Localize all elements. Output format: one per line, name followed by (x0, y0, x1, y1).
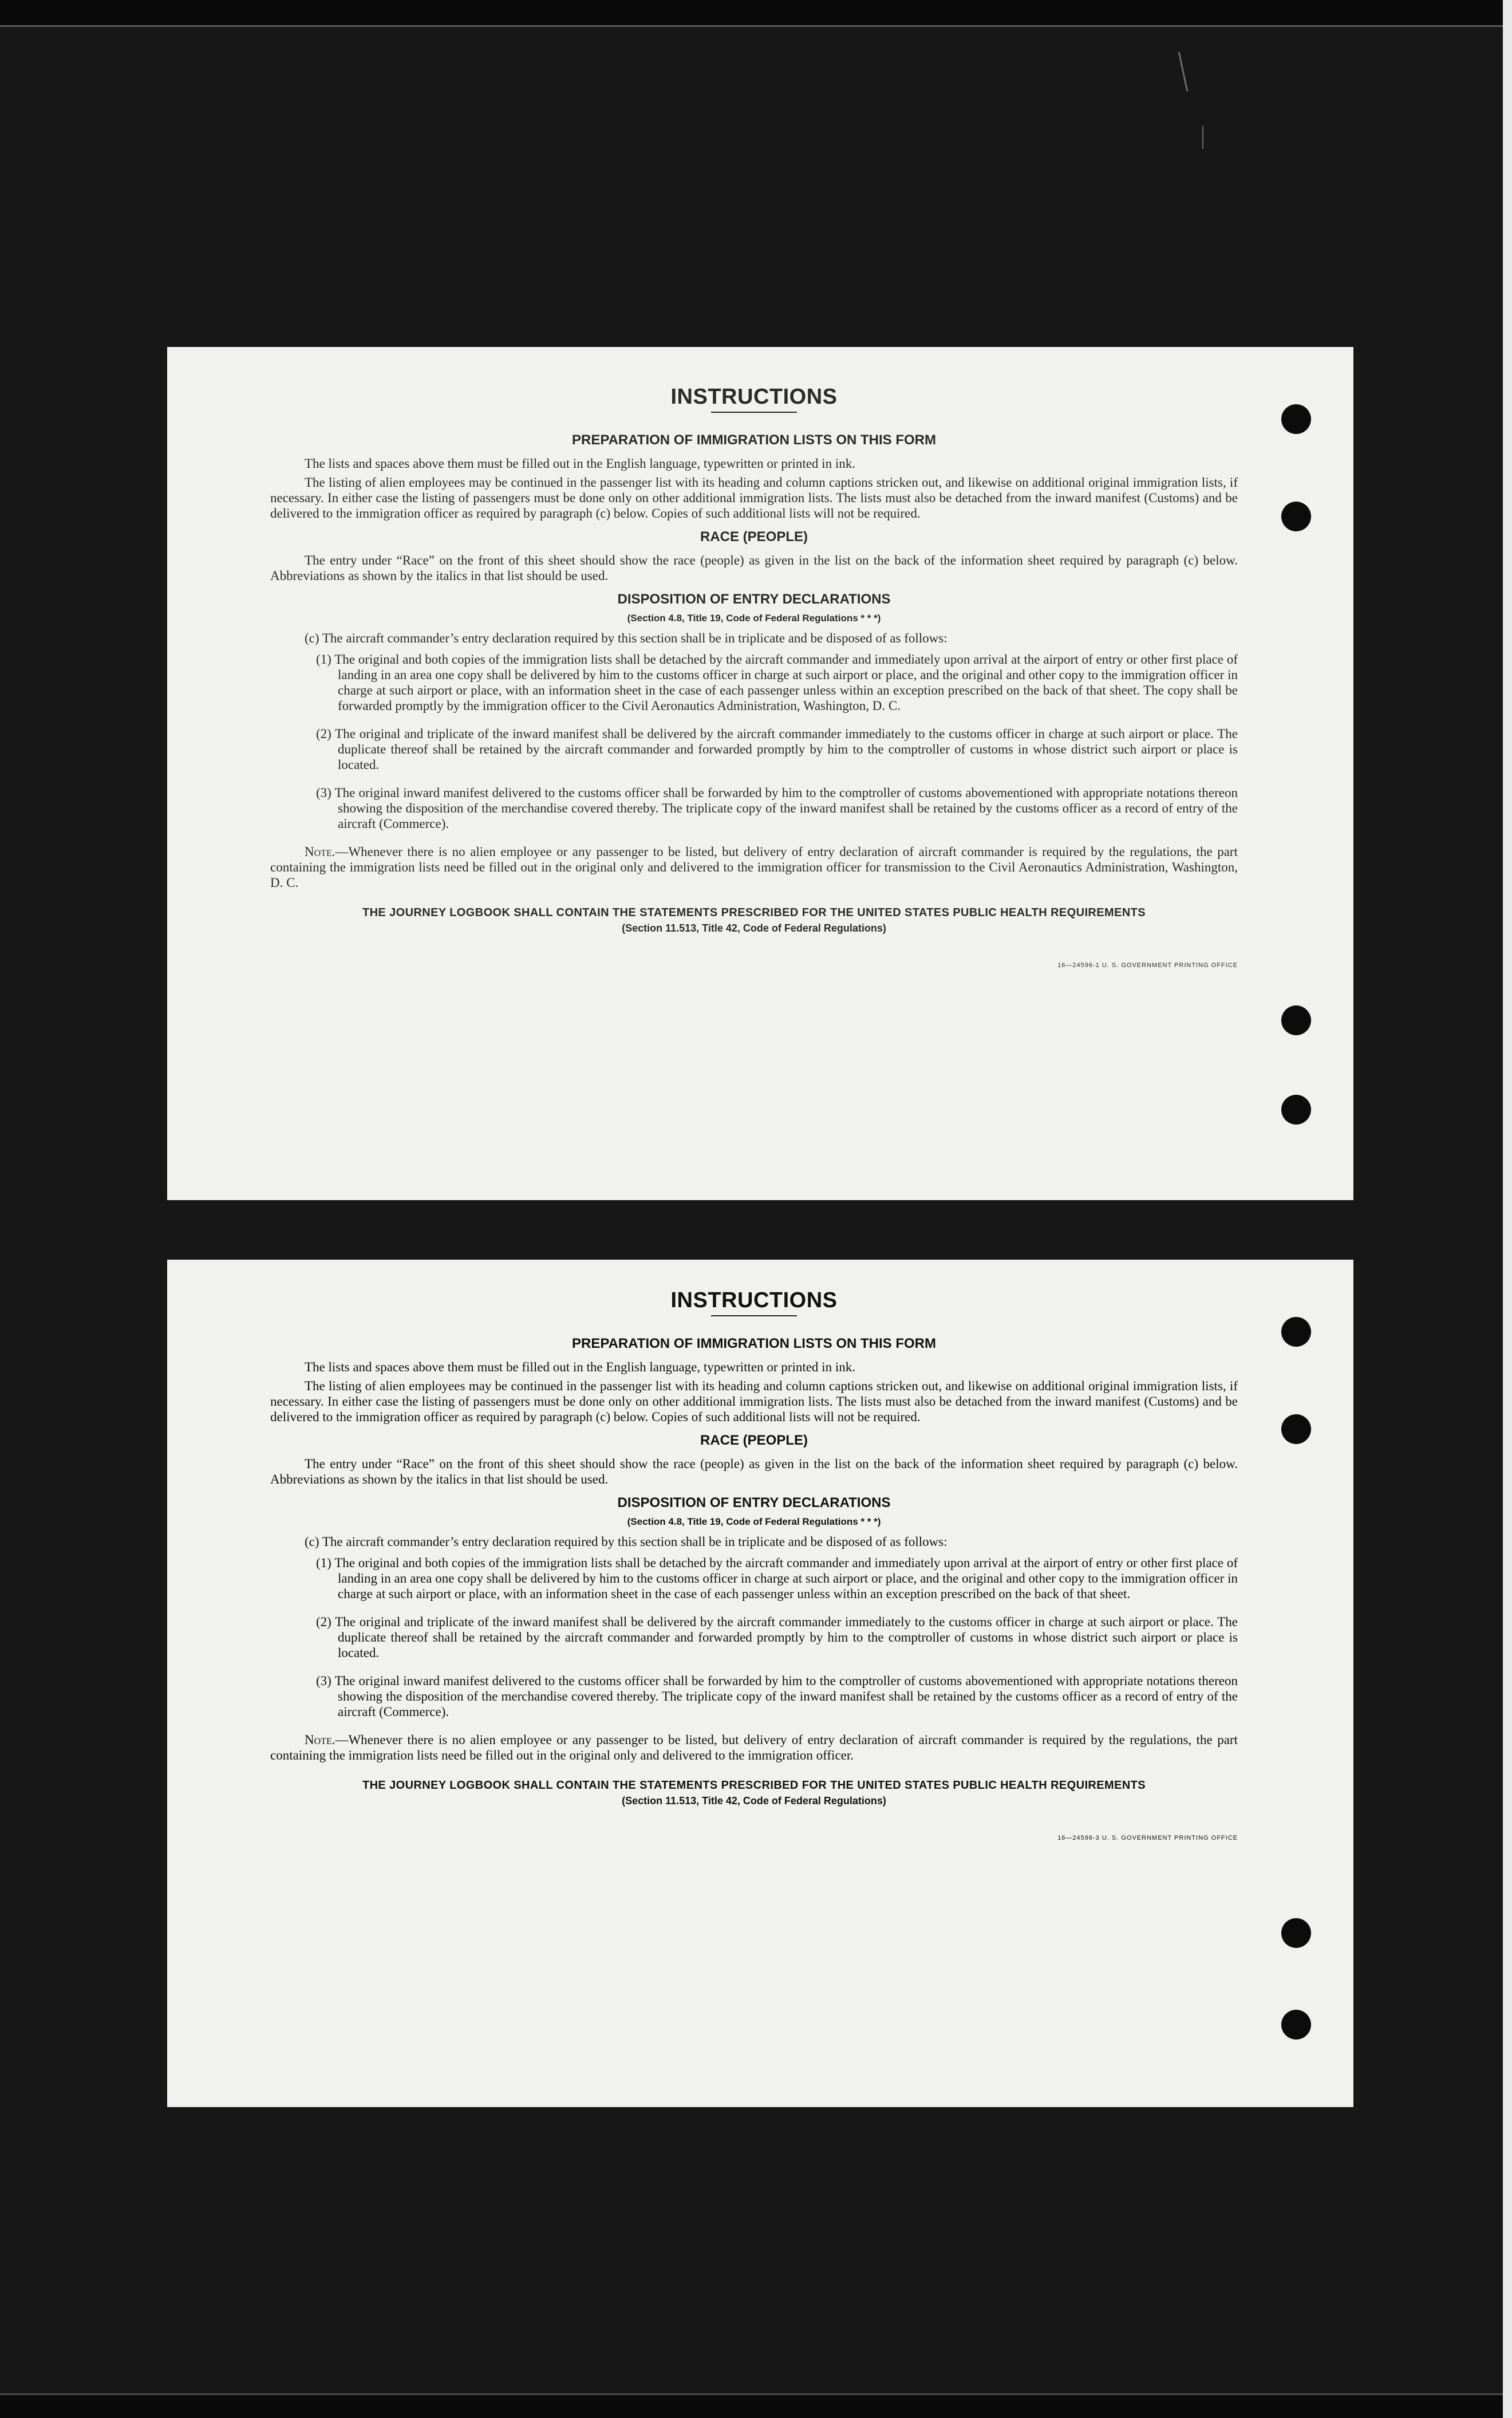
section-heading-preparation: PREPARATION OF IMMIGRATION LISTS ON THIS FORM (572, 1336, 936, 1351)
punch-hole (1281, 1005, 1311, 1035)
list-item-2: (2) The original and triplicate of the inward manifest shall be delivered by the aircraft commander immediately to the customs officer in charge at such airport or place. The duplicate thereof shall be retained by the aircraft commander and forwarded promptly by him to the comptroller of customs in whose district such airport or place is located. (316, 727, 1238, 772)
list-item-1: (1) The original and both copies of the immigration lists shall be detached by the aircraft commander and immediately upon arrival at the airport of entry or other first place of landing in an area one copy shall be delivered by him to the customs officer in charge at such airport or place, and the original and other copy to the immigration officer in charge at such airport or place, with an information sheet in the case of each passenger unless within an exception prescribed on the back of that sheet. The copy shall be forwarded promptly by the immigration officer to the Civil Aeronautics Administration, Washington, D. C. (316, 652, 1238, 713)
printer-imprint: 16—24596-3 U. S. GOVERNMENT PRINTING OFFICE (1057, 1835, 1238, 1841)
list-item-2: (2) The original and triplicate of the inward manifest shall be delivered by the aircraft commander immediately to the customs officer in charge at such airport or place. The duplicate thereof shall be retained by the aircraft commander and forwarded promptly by him to the comptroller of customs in whose district such airport or place is located. (316, 1615, 1238, 1660)
film-edge-bottom (0, 2393, 1512, 2418)
punch-hole (1281, 1414, 1311, 1444)
note-paragraph (270, 844, 1238, 890)
list-item-1: (1) The original and both copies of the immigration lists shall be detached by the aircraft commander and immediately upon arrival at the airport of entry or other first place of landing in an area one copy shall be delivered by him to the customs officer in charge at such airport or place, and the original and other copy to the immigration officer in charge at such airport or place, with an information sheet in the case of each passenger unless within an exception prescribed on the back of that sheet. (316, 1556, 1238, 1601)
journey-citation: (Section 11.513, Title 42, Code of Federal Regulations) (622, 1795, 886, 1806)
note-paragraph (270, 1732, 1238, 1763)
sheet-content (270, 1288, 1238, 1846)
film-scratch (1202, 126, 1203, 149)
punch-hole (1281, 404, 1311, 434)
journey-citation: (Section 11.513, Title 42, Code of Federal Regulations) (622, 922, 886, 934)
paragraph-race: The entry under “Race” on the front of this sheet should show the race (people) as given in the list on the back of the information sheet required by paragraph (c) below. Abbreviations as shown by the italics in that list should be used. (270, 553, 1238, 583)
film-edge-top (0, 0, 1512, 27)
section-citation: (Section 4.8, Title 19, Code of Federal Regulations * * *) (627, 613, 881, 624)
paragraph-alien-employees: The listing of alien employees may be continued in the passenger list with its heading and column captions stricken out, and likewise on additional original immigration lists, if necessary. In either case the listing of passengers must be done only on other additional immigration lists. The lists must also be detached from the inward manifest (Customs) and be delivered to the immigration officer as required by paragraph (c) below. Copies of such additional lists will not be required. (270, 1379, 1238, 1424)
instructions-sheet-2 (167, 1260, 1353, 2107)
instructions-sheet-1 (167, 347, 1353, 1200)
title-rule (711, 412, 797, 413)
sheet-content (270, 385, 1238, 973)
punch-hole (1281, 1317, 1311, 1347)
note-label: Note. (305, 1733, 335, 1747)
film-scratch (1178, 52, 1188, 91)
note-text: —Whenever there is no alien employee or any passenger to be listed, but delivery of entry declaration of aircraft commander is required by the regulations, the part containing the immigration lists need be filled out in the original only and delivered to the immigration officer. (270, 1733, 1238, 1762)
page-title: INSTRUCTIONS (670, 1288, 838, 1312)
section-heading-preparation: PREPARATION OF IMMIGRATION LISTS ON THIS FORM (572, 432, 936, 448)
list-item-3: (3) The original inward manifest delivered to the customs officer shall be forwarded by him to the comptroller of customs abovementioned with appropriate notations thereon showing the disposition of the merchandise covered thereby. The triplicate copy of the inward manifest shall be retained by the customs officer as a record of entry of the aircraft (Commerce). (316, 786, 1238, 831)
paragraph-c: (c) The aircraft commander’s entry declaration required by this section shall be in triplicate and be disposed of as follows: (305, 631, 948, 645)
paragraph-c: (c) The aircraft commander’s entry declaration required by this section shall be in triplicate and be disposed of as follows: (305, 1535, 948, 1549)
punch-hole (1281, 1918, 1311, 1948)
page-title: INSTRUCTIONS (670, 385, 838, 409)
title-rule (711, 1315, 797, 1316)
punch-hole (1281, 2010, 1311, 2040)
punch-hole (1281, 1095, 1311, 1125)
section-citation: (Section 4.8, Title 19, Code of Federal Regulations * * *) (627, 1516, 881, 1527)
section-heading-disposition: DISPOSITION OF ENTRY DECLARATIONS (617, 591, 891, 607)
printer-imprint: 16—24596-1 U. S. GOVERNMENT PRINTING OFFICE (1057, 962, 1238, 969)
note-text: —Whenever there is no alien employee or any passenger to be listed, but delivery of entry declaration of aircraft commander is required by the regulations, the part containing the immigration lists need be filled out in the original only and delivered to the immigration officer for transmission to the Civil Aeronautics Administration, Washington, D. C. (270, 845, 1238, 890)
note-label: Note. (305, 845, 335, 859)
list-item-3: (3) The original inward manifest delivered to the customs officer shall be forwarded by him to the comptroller of customs abovementioned with appropriate notations thereon showing the disposition of the merchandise covered thereby. The triplicate copy of the inward manifest shall be retained by the customs officer as a record of entry of the aircraft (Commerce). (316, 1674, 1238, 1719)
punch-hole (1281, 502, 1311, 531)
paragraph-race: The entry under “Race” on the front of this sheet should show the race (people) as given in the list on the back of the information sheet required by paragraph (c) below. Abbreviations as shown by the italics in that list should be used. (270, 1457, 1238, 1486)
journey-logbook-statement: THE JOURNEY LOGBOOK SHALL CONTAIN THE STATEMENTS PRESCRIBED FOR THE UNITED STATES PUBLIC HEALTH REQUIREMENTS (362, 1779, 1146, 1792)
journey-logbook-statement: THE JOURNEY LOGBOOK SHALL CONTAIN THE STATEMENTS PRESCRIBED FOR THE UNITED STATES PUBLIC HEALTH REQUIREMENTS (362, 906, 1146, 919)
paragraph-language: The lists and spaces above them must be filled out in the English language, typewritten or printed in ink. (305, 1360, 855, 1374)
section-heading-disposition: DISPOSITION OF ENTRY DECLARATIONS (617, 1495, 891, 1510)
film-edge-right (1503, 0, 1512, 2418)
section-heading-race: RACE (PEOPLE) (700, 529, 808, 545)
section-heading-race: RACE (PEOPLE) (700, 1433, 808, 1448)
paragraph-language: The lists and spaces above them must be filled out in the English language, typewritten or printed in ink. (305, 456, 855, 471)
paragraph-alien-employees: The listing of alien employees may be continued in the passenger list with its heading and column captions stricken out, and likewise on additional original immigration lists, if necessary. In either case the listing of passengers must be done only on other additional immigration lists. The lists must also be detached from the inward manifest (Customs) and be delivered to the immigration officer as required by paragraph (c) below. Copies of such additional lists will not be required. (270, 475, 1238, 520)
